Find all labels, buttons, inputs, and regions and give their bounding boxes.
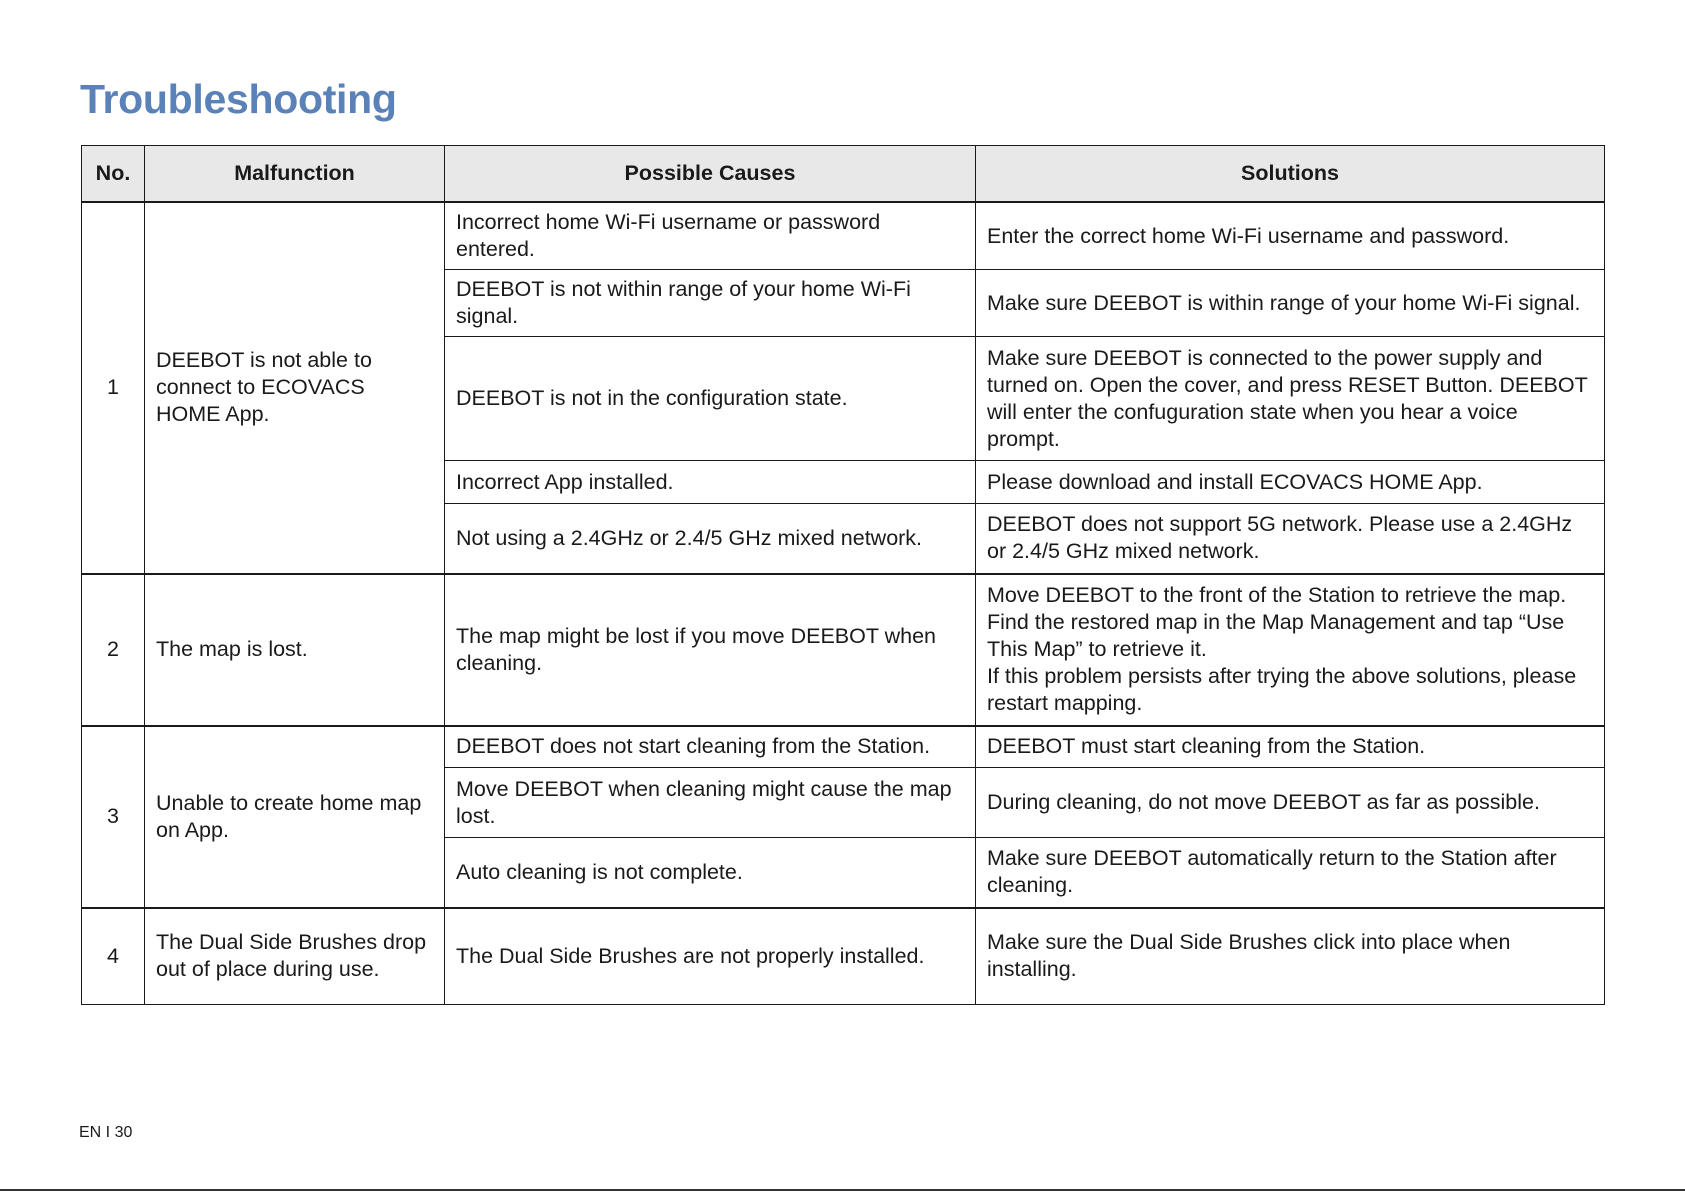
solution-cell: DEEBOT must start cleaning from the Station. xyxy=(976,726,1605,768)
header-causes: Possible Causes xyxy=(445,146,976,203)
solution-cell: Make sure DEEBOT is connected to the power supply and turned on. Open the cover, and press RESET Button. DEEBOT will enter the confuguration state when you hear a voice prompt. xyxy=(976,337,1605,461)
solution-cell: Enter the correct home Wi-Fi username and password. xyxy=(976,202,1605,270)
table-row xyxy=(82,726,1605,768)
table-row xyxy=(82,574,1605,726)
table-group-1 xyxy=(82,202,1605,574)
solution-cell: Make sure DEEBOT is within range of your home Wi-Fi signal. xyxy=(976,270,1605,337)
cause-cell: DEEBOT is not within range of your home Wi-Fi signal. xyxy=(445,270,976,337)
header-no: No. xyxy=(82,146,145,203)
cause-cell: Move DEEBOT when cleaning might cause the map lost. xyxy=(445,768,976,838)
malfunction-cell: Unable to create home map on App. xyxy=(145,726,445,908)
malfunction-cell: The map is lost. xyxy=(145,574,445,726)
solution-cell: During cleaning, do not move DEEBOT as far as possible. xyxy=(976,768,1605,838)
header-malfunction: Malfunction xyxy=(145,146,445,203)
row-number: 4 xyxy=(82,908,145,1005)
cause-cell: The Dual Side Brushes are not properly installed. xyxy=(445,908,976,1005)
row-number: 1 xyxy=(82,202,145,574)
cause-cell: DEEBOT does not start cleaning from the Station. xyxy=(445,726,976,768)
troubleshooting-table xyxy=(81,145,1605,1005)
malfunction-cell: The Dual Side Brushes drop out of place during use. xyxy=(145,908,445,1005)
malfunction-cell: DEEBOT is not able to connect to ECOVACS HOME App. xyxy=(145,202,445,574)
table-group-2 xyxy=(82,574,1605,726)
cause-cell: Auto cleaning is not complete. xyxy=(445,838,976,908)
row-number: 2 xyxy=(82,574,145,726)
cause-cell: The map might be lost if you move DEEBOT when cleaning. xyxy=(445,574,976,726)
solution-cell: Make sure DEEBOT automatically return to the Station after cleaning. xyxy=(976,838,1605,908)
row-number: 3 xyxy=(82,726,145,908)
cause-cell: Incorrect App installed. xyxy=(445,461,976,504)
cause-cell: DEEBOT is not in the configuration state. xyxy=(445,337,976,461)
page-title: Troubleshooting xyxy=(80,76,397,122)
solution-cell: Move DEEBOT to the front of the Station to retrieve the map. Find the restored map in the Map Management and tap “Use This Map” to retrieve it. If this problem persists after trying the above solutions, please restart mapping. xyxy=(976,574,1605,726)
bottom-rule xyxy=(0,1189,1685,1191)
table-group-4 xyxy=(82,908,1605,1005)
solution-cell: DEEBOT does not support 5G network. Please use a 2.4GHz or 2.4/5 GHz mixed network. xyxy=(976,504,1605,574)
table-row xyxy=(82,908,1605,1005)
solution-cell: Please download and install ECOVACS HOME App. xyxy=(976,461,1605,504)
cause-cell: Incorrect home Wi-Fi username or password entered. xyxy=(445,202,976,270)
table-row xyxy=(82,202,1605,270)
solution-cell: Make sure the Dual Side Brushes click into place when installing. xyxy=(976,908,1605,1005)
table-header-row xyxy=(82,146,1605,203)
page-footer: EN I 30 xyxy=(79,1124,133,1141)
cause-cell: Not using a 2.4GHz or 2.4/5 GHz mixed network. xyxy=(445,504,976,574)
header-solutions: Solutions xyxy=(976,146,1605,203)
table-group-3 xyxy=(82,726,1605,908)
